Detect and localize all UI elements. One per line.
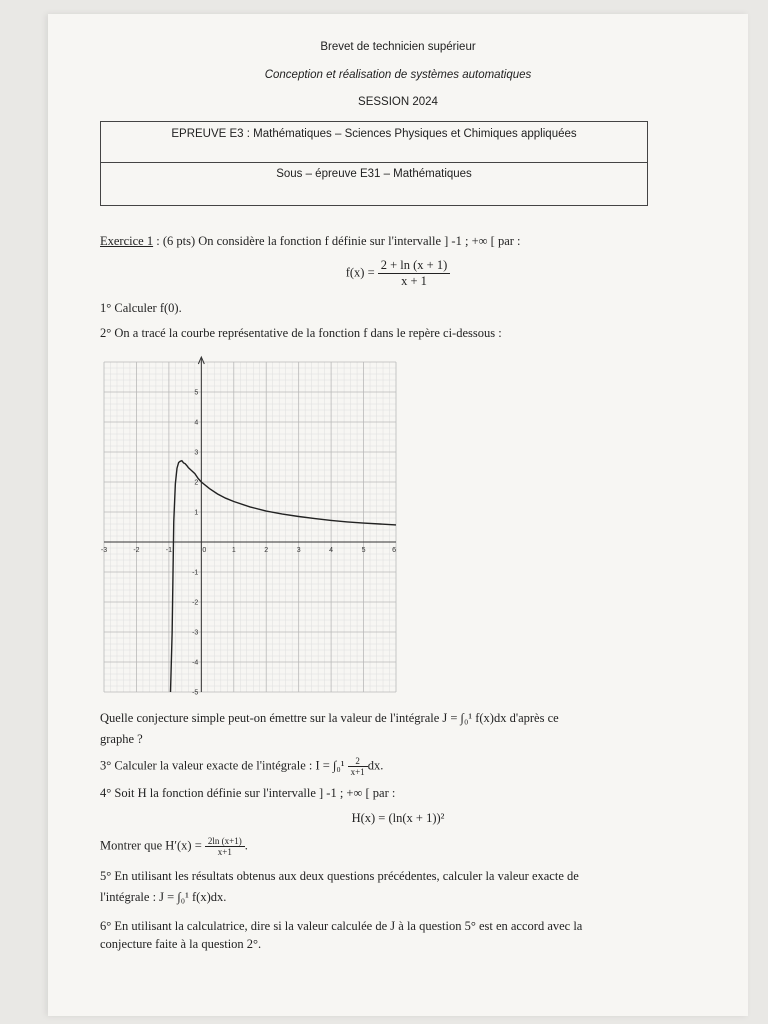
epreuve-title: EPREUVE E3 : Mathématiques – Sciences Physiques et Chimiques appliquées: [171, 128, 577, 140]
function-graph: [100, 354, 400, 698]
y-tick-label: 3: [194, 449, 199, 457]
question-4-numerator: 2ln (x+1): [205, 836, 245, 847]
question-4: 4° Soit H la fonction définie sur l'intervalle ] -1 ; +∞ [ par :: [100, 786, 396, 800]
question-6-a: 6° En utilisant la calculatrice, dire si la valeur calculée de J à la question 5° est en accord avec la: [100, 919, 583, 933]
x-tick-label: 3: [296, 547, 301, 554]
question-2: 2° On a tracé la courbe représentative de la fonction f dans le repère ci-dessous :: [100, 326, 502, 340]
exam-header-session: SESSION 2024: [358, 96, 438, 108]
formula-lhs: f(x) =: [345, 265, 378, 280]
formula-fraction: [378, 258, 451, 289]
sous-epreuve-box: [100, 162, 648, 206]
question-3-fraction: [348, 756, 368, 777]
x-tick-label: 6: [392, 547, 396, 554]
sous-epreuve-title: Sous – épreuve E31 – Mathématiques: [276, 168, 472, 180]
x-tick-label: 0: [202, 547, 207, 554]
question-4-denominator: x+1: [217, 847, 232, 857]
question-4-show: [100, 836, 708, 857]
question-2-conjecture-a: Quelle conjecture simple peut-on émettre sur la valeur de l'intégrale J = ∫₀¹ f(x)dx d'après ce: [100, 711, 559, 725]
question-3-dx: dx.: [367, 758, 384, 773]
grid-major: [104, 362, 396, 692]
question-4-period: .: [244, 838, 248, 853]
x-tick-label: 1: [231, 547, 236, 554]
y-tick-label: 2: [194, 479, 199, 487]
formula-numerator: 2 + ln (x + 1): [378, 258, 451, 274]
question-4-formula: H(x) = (ln(x + 1))²: [351, 811, 445, 825]
exam-header-line2: Conception et réalisation de systèmes automatiques: [264, 69, 532, 81]
grid-minor: [104, 362, 396, 692]
x-tick-label: -2: [133, 547, 140, 554]
x-tick-label: -3: [100, 547, 108, 554]
axes: [104, 357, 396, 692]
x-tick-label: 2: [264, 547, 269, 554]
y-tick-label: -1: [192, 569, 199, 577]
question-3-numerator: 2: [348, 756, 368, 767]
y-tick-label: 4: [194, 419, 199, 427]
y-tick-label: 5: [194, 389, 199, 397]
y-tick-label: -2: [192, 599, 199, 607]
question-5-a: 5° En utilisant les résultats obtenus aux deux questions précédentes, calculer la valeur exacte de: [100, 869, 579, 883]
x-tick-label: -1: [165, 547, 173, 554]
question-1: 1° Calculer f(0).: [100, 301, 182, 315]
exercise-intro: [100, 234, 708, 249]
epreuve-box: [100, 121, 648, 163]
y-tick-label: -5: [192, 689, 199, 697]
question-2-conjecture-b: graphe ?: [100, 732, 143, 746]
formula-denominator: x + 1: [401, 274, 427, 288]
y-tick-label: -3: [192, 629, 199, 637]
exam-header-line1: Brevet de technicien supérieur: [320, 41, 476, 53]
exercise-title: Exercice 1: [100, 234, 154, 248]
x-tick-label: 4: [329, 547, 334, 554]
question-5-b: l'intégrale : J = ∫₀¹ f(x)dx.: [100, 890, 227, 904]
tick-labels: [101, 390, 396, 697]
exam-page: [48, 14, 748, 1016]
y-tick-label: -4: [192, 659, 199, 667]
question-6-b: conjecture faite à la question 2°.: [100, 937, 262, 951]
question-4-fraction: [205, 836, 245, 857]
question-3-denominator: x+1: [350, 767, 365, 777]
x-tick-label: 5: [361, 547, 366, 554]
question-3-text: 3° Calculer la valeur exacte de l'intégrale : I = ∫₀¹: [100, 758, 348, 773]
curve-f: [171, 461, 396, 692]
question-3: [100, 756, 708, 777]
exercise-intro-text: : (6 pts) On considère la fonction f définie sur l'intervalle ] -1 ; +∞ [ par :: [153, 234, 521, 248]
y-tick-label: 1: [194, 509, 199, 517]
function-formula: [48, 258, 748, 289]
question-4-show-text: Montrer que H′(x) =: [100, 838, 205, 853]
